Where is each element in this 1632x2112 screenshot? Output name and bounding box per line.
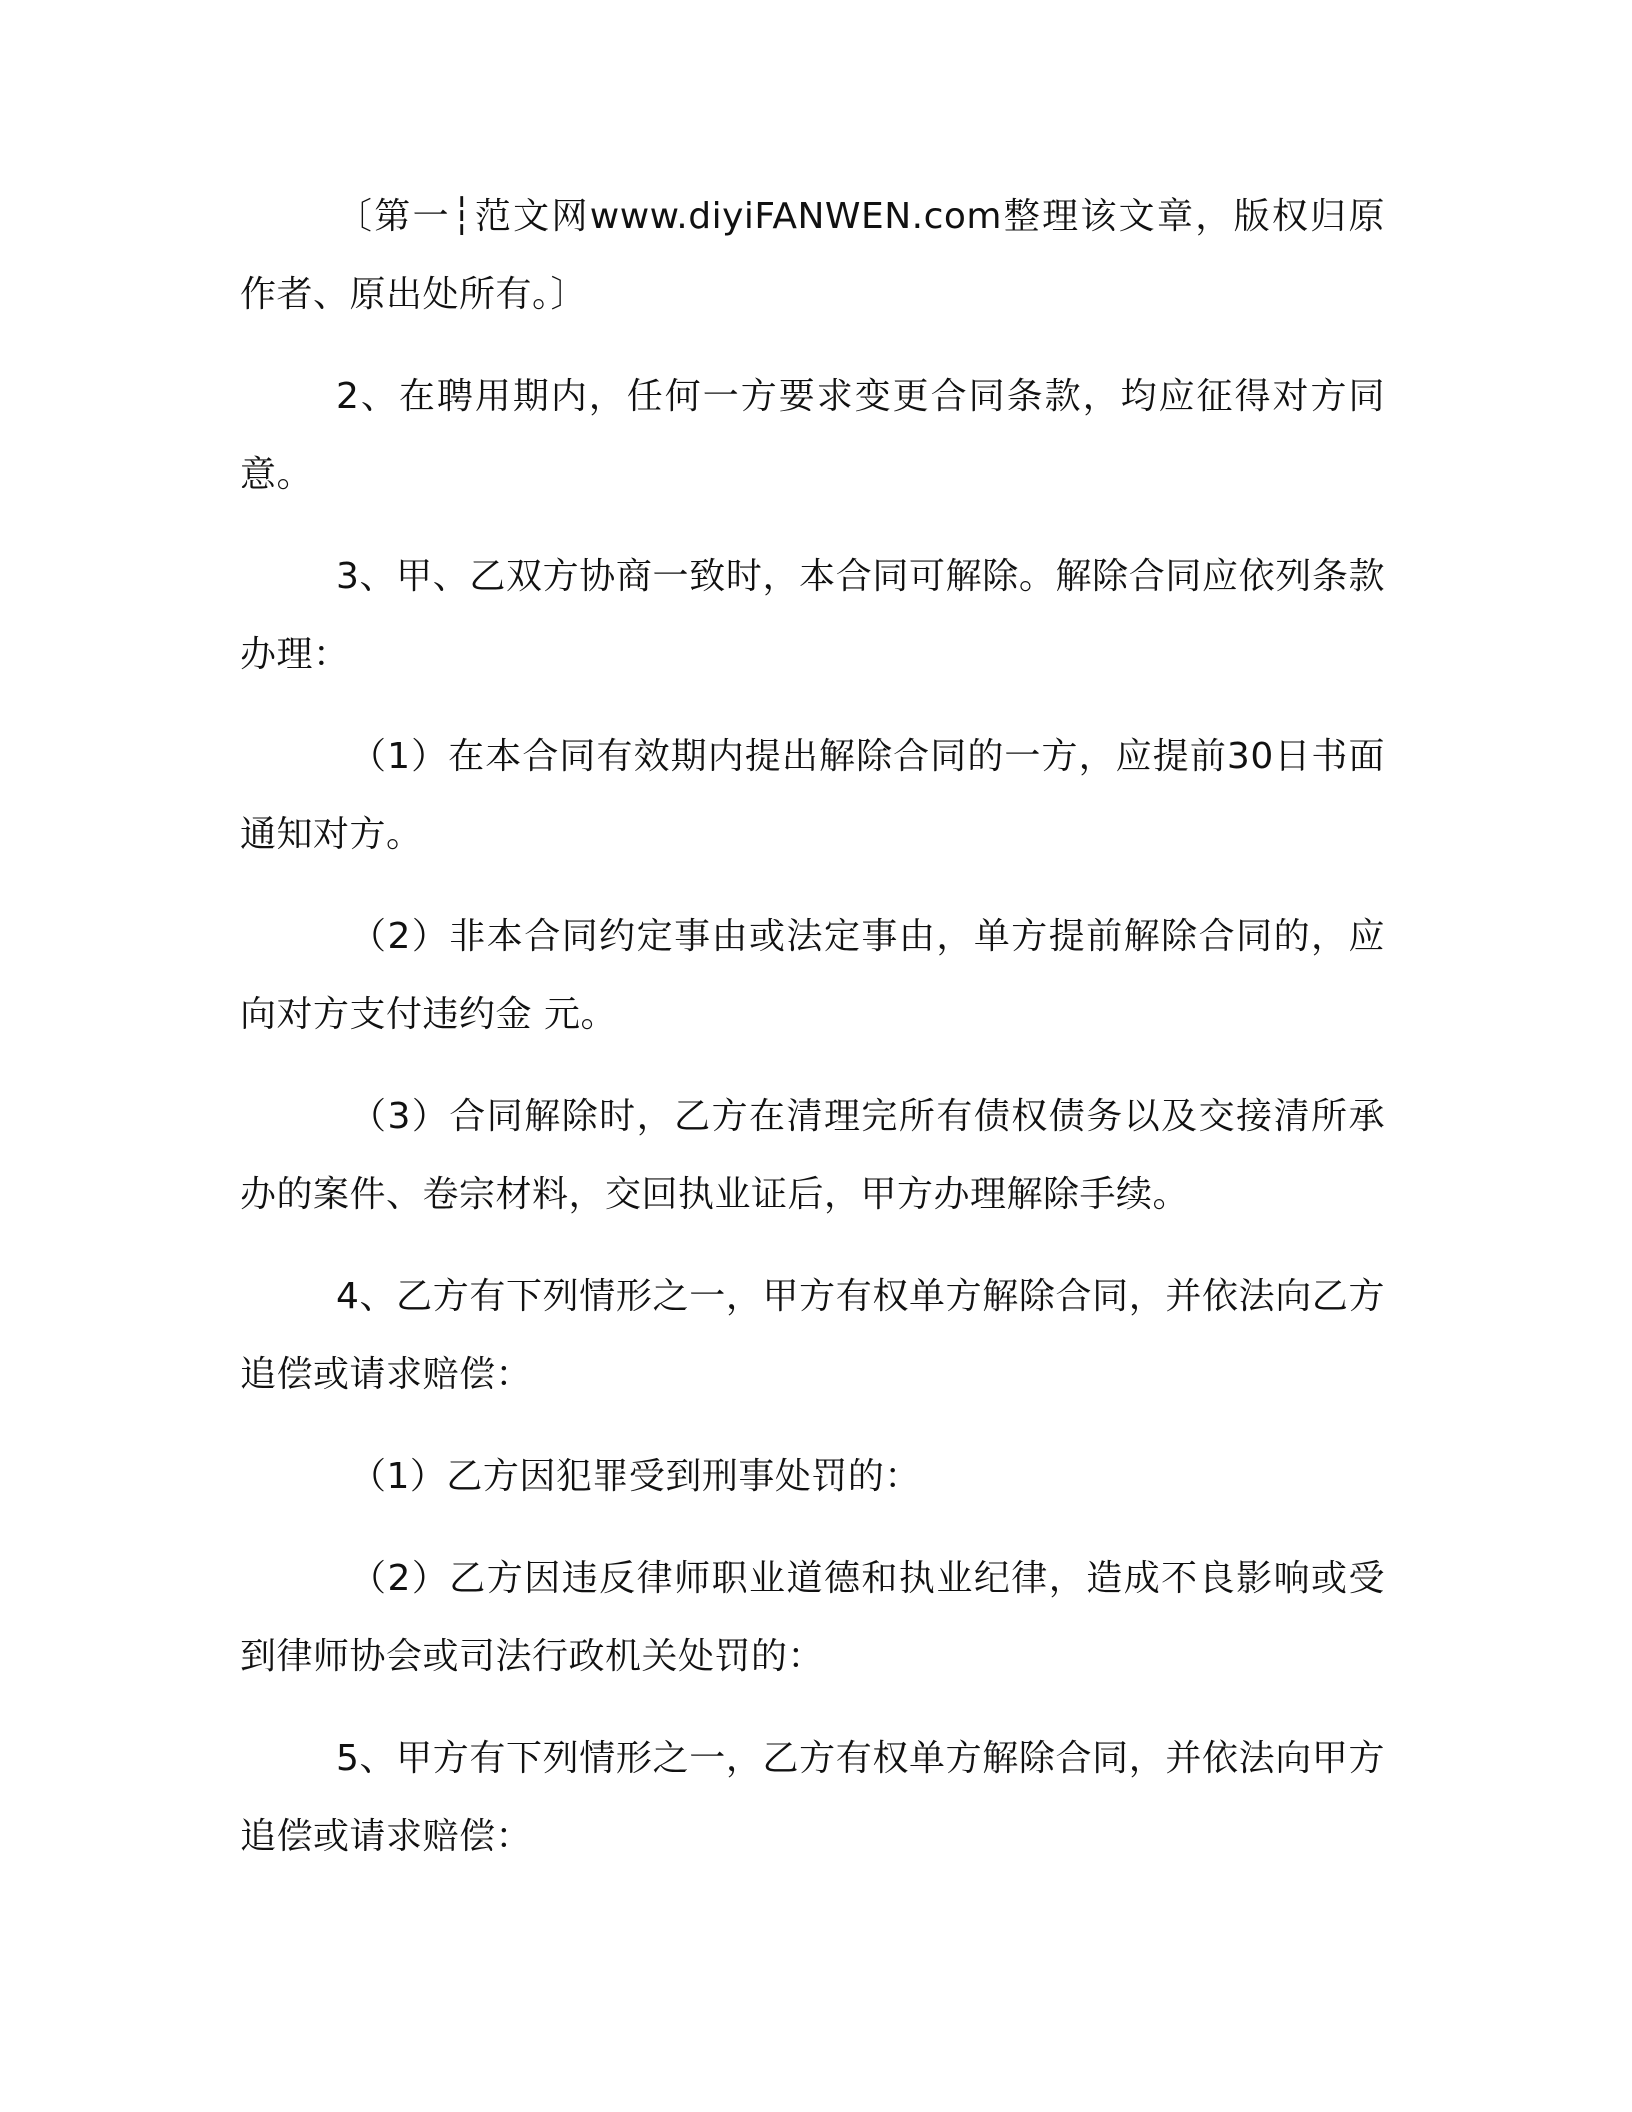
paragraph-clause-4-1: （1）乙方因犯罪受到刑事处罚的： <box>350 1456 921 1497</box>
paragraph-clause-5: 5、甲方有下列情形之一，乙方有权单方解除合同，并依法向甲方追偿或请求赔偿： <box>240 1738 1385 1857</box>
paragraph-source-notice: 〔第一┆范文网www.diyiFANWEN.com整理该文章，版权归原作者、原出处所有。〕 <box>240 196 1385 315</box>
paragraph-clause-2: 2、在聘用期内，任何一方要求变更合同条款，均应征得对方同意。 <box>240 376 1385 495</box>
paragraph-clause-3: 3、甲、乙双方协商一致时，本合同可解除。解除合同应依列条款办理： <box>240 556 1385 675</box>
paragraph-clause-4-2: （2）乙方因违反律师职业道德和执业纪律，造成不良影响或受到律师协会或司法行政机关处罚的： <box>240 1558 1385 1677</box>
paragraph-clause-3-3: （3）合同解除时，乙方在清理完所有债权债务以及交接清所承办的案件、卷宗材料，交回执业证后，甲方办理解除手续。 <box>240 1096 1385 1215</box>
paragraph-clause-4: 4、乙方有下列情形之一，甲方有权单方解除合同，并依法向乙方追偿或请求赔偿： <box>240 1276 1385 1395</box>
paragraph-clause-3-1: （1）在本合同有效期内提出解除合同的一方，应提前30日书面通知对方。 <box>240 736 1385 855</box>
paragraph-clause-3-2: （2）非本合同约定事由或法定事由，单方提前解除合同的，应向对方支付违约金 元。 <box>240 916 1385 1035</box>
